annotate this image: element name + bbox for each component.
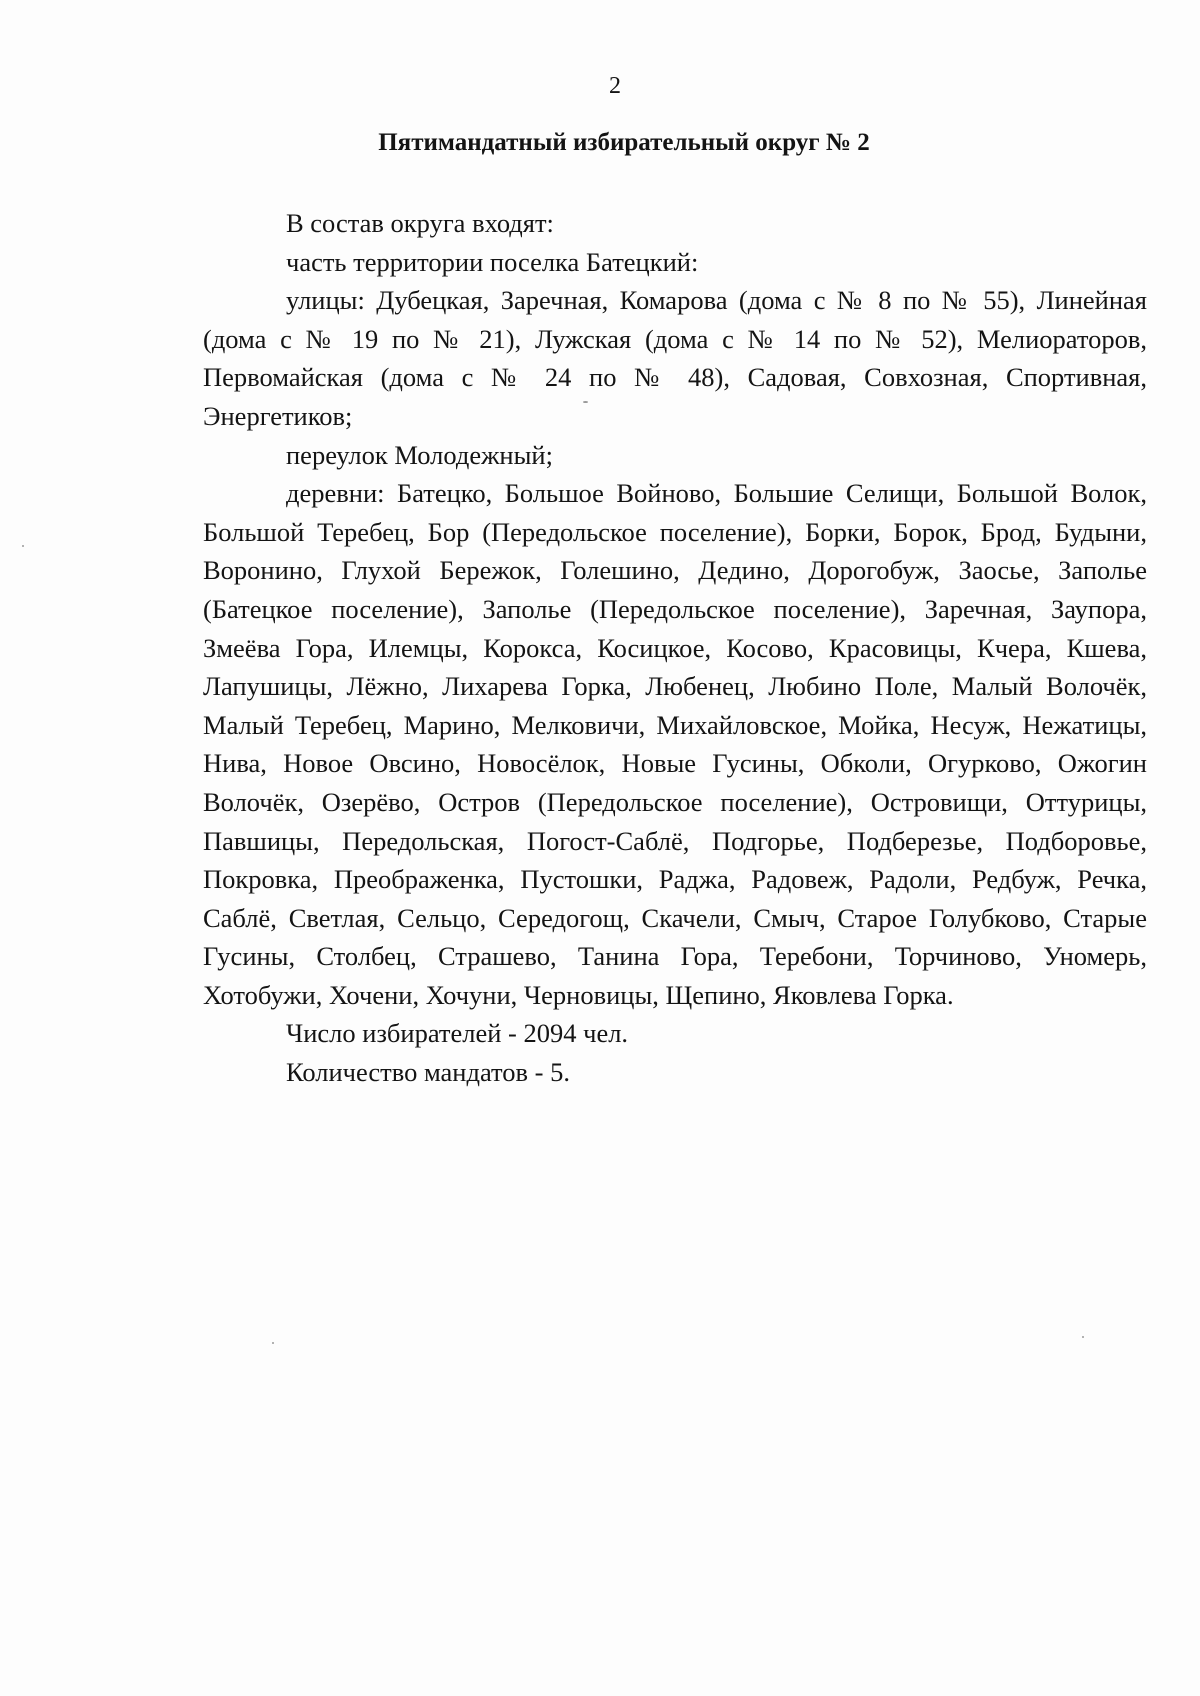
district-description bbox=[203, 204, 1147, 1092]
scan-speck bbox=[583, 401, 588, 403]
district-title: Пятимандатный избирательный округ № 2 bbox=[378, 129, 870, 156]
page-number: 2 bbox=[609, 73, 621, 99]
scan-speck bbox=[1082, 1336, 1084, 1338]
streets-paragraph: улицы: Дубецкая, Заречная, Комарова (дома с № 8 по № 55), Линейная (дома с № 19 по № 21), Лужская (дома с № 14 по № 52), Мелиораторов, Первомайская (дома с № 24 по № 48), Садовая, Совхозная, Спортивная, Энергетиков; bbox=[203, 285, 1147, 431]
villages-paragraph: деревни: Батецко, Большое Войново, Большие Селищи, Большой Волок, Большой Теребец, Бор (Передольское поселение), Борки, Борок, Брод, Будыни, Воронино, Глухой Бережок, Голешино, Дедино, Дорогобуж, Заосье, Заполье (Батецкое поселение), Заполье (Передольское поселение), Заречная, Заупора, Змеёва Гора, Илемцы, Корокса, Косицкое, Косово, Красовицы, Кчера, Кшева, Лапушицы, Лёжно, Лихарева Горка, Любенец, Любино Поле, Малый Волочёк, Малый Теребец, Марино, Мелковичи, Михайловское, Мойка, Несуж, Нежатицы, Нива, Новое Овсино, Новосёлок, Новые Гусины, Обколи, Огурково, Ожогин Волочёк, Озерёво, Остров (Передольское поселение), Островищи, Оттурицы, Павшицы, Передольская, Погост-Саблё, Подгорье, Подберезье, Подборовье, Покровка, Преображенка, Пустошки, Раджа, Радовеж, Радоли, Редбуж, Речка, Саблё, Светлая, Сельцо, Середогощ, Скачели, Смыч, Старое Голубково, Старые Гусины, Столбец, Страшево, Танина Гора, Теребони, Торчиново, Уномерь, Хотобужи, Хочени, Хочуни, Черновицы, Щепино, Яковлева Горка. bbox=[203, 478, 1147, 1010]
scan-speck bbox=[22, 545, 24, 547]
lane-paragraph: переулок Молодежный; bbox=[286, 439, 553, 470]
mandates-count: Количество мандатов - 5. bbox=[286, 1057, 570, 1088]
intro-paragraph: В состав округа входят: bbox=[286, 208, 554, 238]
voters-count: Число избирателей - 2094 чел. bbox=[286, 1018, 629, 1049]
territory-paragraph: часть территории поселка Батецкий: bbox=[286, 246, 699, 277]
scan-speck bbox=[272, 1342, 274, 1344]
